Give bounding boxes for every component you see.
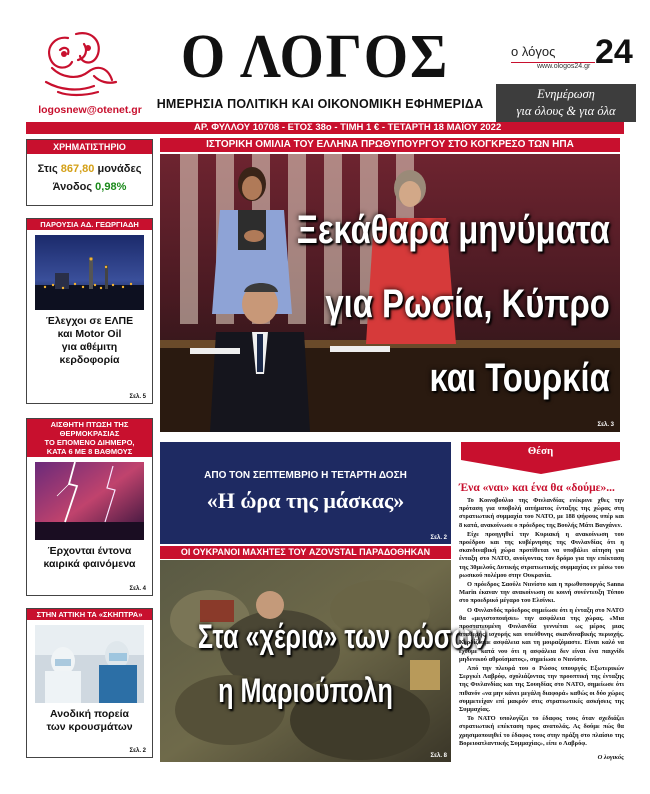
header-line: ΤΟ ΕΠΟΜΕΝΟ ΔΙΗΜΕΡΟ, <box>44 438 135 447</box>
lead-story-photo[interactable] <box>160 154 620 432</box>
header-line: ΑΙΣΘΗΤΗ ΠΤΩΣΗ ΤΗΣ ΘΕΡΜΟΚΡΑΣΙΑΣ <box>50 420 129 438</box>
page-reference: Σελ. 3 <box>597 422 614 428</box>
thesi-tab: Θέση <box>461 442 620 460</box>
mask-headline: «Η ώρα της μάσκας» <box>206 488 405 513</box>
website-brand <box>497 33 633 78</box>
refinery-night-image <box>35 235 144 310</box>
brand-url: www.ologos24.gr <box>537 63 591 70</box>
market-prefix: Στις <box>37 163 58 175</box>
lightning-storm-image <box>35 462 144 540</box>
story-box-weather[interactable] <box>26 418 153 596</box>
article-paragraph: Ο Φινλανδός πρόεδρος σημείωσε ότι η ένταξη στο ΝΑΤΟ θα «μεγιστοποιήσει» την ασφάλεια της χώρας. «Μια προστατευμένη Φινλανδία γεννιέται ως μέρος μιας σταθερής, ισχυρής και υπεύθυνης σκανδιναβικής περιοχής. Κερδίζουμε ασφάλεια και τη μοιραζόμαστε. Είναι καλό να έχουμε κατά νου ότι η ασφάλεια δεν είναι ένα παιχνίδι μηδενικού αθροίσματος», σημείωσε ο Νιινίστο. <box>459 606 624 663</box>
lead-headline-line-1: Ξεκάθαρα μηνύματα <box>296 208 610 252</box>
header-line: ΚΑΤΑ 6 ΜΕ 8 ΒΑΘΜΟΥΣ <box>46 447 133 456</box>
market-box <box>26 139 153 206</box>
slogan-line-2: για όλους & για όλα <box>516 104 616 118</box>
page-reference: Σελ. 2 <box>430 535 447 541</box>
azov-headline-line-1: Στα «χέρια» των ρώσων <box>197 618 487 656</box>
story-box-covid[interactable] <box>26 608 153 758</box>
story-box-elpe[interactable] <box>26 218 153 404</box>
slogan-line-1: Ενημέρωση <box>537 87 595 101</box>
article-paragraph: Το Κοινοβούλιο της Φινλανδίας ενέκρινε χθες την πρόταση για υποβολή αιτήματος ένταξης της χώρας στη στρατιωτική συμμαχία του ΝΑΤΟ, με 188 ψήφους υπέρ και 8 κατά, ανακοίνωσε ο πρόεδρος της Βουλής Μάτι Βανχάνεν. <box>459 497 624 529</box>
lead-headline-line-2: για Ρωσία, Κύπρο <box>325 282 610 326</box>
brand-number: 24 <box>595 33 633 71</box>
story-header: ΣΤΗΝ ΑΤΤΙΚΗ ΤΑ «ΣΚΗΠΤΡΑ» <box>27 609 152 620</box>
story-caption <box>27 310 152 367</box>
thesi-headline: Ένα «ναι» και ένα θα «δούμε»... <box>459 482 615 494</box>
page-reference: Σελ. 8 <box>430 753 447 759</box>
market-points <box>27 160 152 178</box>
lead-kicker: ΙΣΤΟΡΙΚΗ ΟΜΙΛΙΑ ΤΟΥ ΕΛΛΗΝΑ ΠΡΩΘΥΠΟΥΡΓΟΥ ΣΤΟ ΚΟΓΚΡΕΣΟ ΤΩΝ ΗΠΑ <box>160 138 620 152</box>
azov-headline-line-2: η Μαριούπολη <box>218 672 393 710</box>
caption-line: των κρουσμάτων <box>46 721 133 733</box>
caption-line: και Motor Oil <box>57 328 122 340</box>
page-reference: Σελ. 5 <box>129 394 146 400</box>
story-caption <box>27 540 152 571</box>
story-header: ΠΑΡΟΥΣΙΑ ΑΔ. ΓΕΩΡΓΙΑΔΗ <box>27 219 152 230</box>
market-change-label: Άνοδος <box>52 181 93 193</box>
market-value: 867,80 <box>60 163 95 175</box>
caption-line: Έλεγχοι σε ΕΛΠΕ <box>45 315 134 327</box>
page-reference: Σελ. 4 <box>129 586 146 592</box>
story-caption <box>27 703 152 734</box>
issue-info-bar: ΑΡ. ΦΥΛΛΟΥ 10708 - ΕΤΟΣ 38ο - ΤΙΜΗ 1 € - ΤΕΤΑΡΤΗ 18 ΜΑΪΟΥ 2022 <box>26 122 624 134</box>
caption-line: Ανοδική πορεία <box>50 708 129 720</box>
caption-line: Έρχονται έντονα <box>47 545 132 557</box>
caption-line: καιρικά φαινόμενα <box>43 558 136 570</box>
article-paragraph: Ο πρόεδρος Σαούλι Νιινίστο και η πρωθυπουργός Sanna Marin έκαναν την ανακοίνωση σε κοινή συνέντευξη Τύπου στο προεδρικό μέγαρο του Ελσίνκι. <box>459 581 624 605</box>
newspaper-title: Ο ΛΟΓΟΣ <box>180 23 450 91</box>
contact-email: logosnew@otenet.gr <box>38 104 142 116</box>
slogan-box <box>496 84 636 122</box>
article-paragraph: Από την πλευρά του ο Ρώσος υπουργός Εξωτερικών Σεργκέι Λαβρόφ, σχολιάζοντας την προοπτική της ένταξης της Φινλανδίας και της Σουηδίας στο ΝΑΤΟ, σημείωσε ότι πιθανόν «να μην κάνει μεγάλη διαφορά» καθώς οι δύο χώρες συμμετείχαν επί μακρόν στις στρατιωτικές ασκήσεις της Συμμαχίας. <box>459 665 624 714</box>
mask-story-box[interactable] <box>160 442 451 544</box>
market-suffix: μονάδες <box>97 163 142 175</box>
article-signature: Ο λογικός <box>597 754 624 762</box>
lead-headline-line-3: και Τουρκία <box>429 356 610 400</box>
article-paragraph: Το ΝΑΤΟ υπολογίζει το έδαφος τους όταν σχεδιάζει στρατιωτική επέκταση προς ανατολάς. Ας δούμε πώς θα χρησιμοποιηθεί το έδαφος τους στην πράξη στο πλαίσιο της Βορειοατλαντικής Συμμαχίας», είπε ο Λαβρόφ. <box>459 715 624 747</box>
page-reference: Σελ. 2 <box>129 748 146 754</box>
market-change <box>27 178 152 196</box>
azov-kicker: ΟΙ ΟΥΚΡΑΝΟΙ ΜΑΧΗΤΕΣ ΤΟΥ AZOVSTAL ΠΑΡΑΔΟΘΗΚΑΝ <box>160 546 451 559</box>
article-paragraph: Είχε προηγηθεί την Κυριακή η ανακοίνωση του προέδρου και της κυβέρνησης της Φινλανδίας ότι η σκανδιναβική χώρα προτίθεται να υποβάλει αίτηση για ένταξη στο ΝΑΤΟ, ανοίγοντας τον δρόμο για την επέκταση της 30μελούς Δυτικής στρατιωτικής συμμαχίας εν μέσω του ρωσικού πολέμου στην Ουκρανία. <box>459 530 624 579</box>
newspaper-subtitle: ΗΜΕΡΗΣΙΑ ΠΟΛΙΤΙΚΗ ΚΑΙ ΟΙΚΟΝΟΜΙΚΗ ΕΦΗΜΕΡΙΔΑ <box>156 97 484 111</box>
health-workers-image <box>35 625 144 703</box>
market-change-value: 0,98% <box>95 181 127 193</box>
brand-name: ο λόγος <box>511 44 556 59</box>
logo-art-icon <box>38 28 122 98</box>
thesi-article <box>459 482 624 761</box>
story-header <box>27 419 152 457</box>
thesi-tab-arrow <box>461 460 620 474</box>
mask-kicker: ΑΠΟ ΤΟΝ ΣΕΠΤΕΜΒΡΙΟ Η ΤΕΤΑΡΤΗ ΔΟΣΗ <box>204 470 407 481</box>
caption-line: για αθέμιτη <box>61 341 118 353</box>
market-header: ΧΡΗΜΑΤΙΣΤΗΡΙΟ <box>27 140 152 154</box>
azovstal-photo[interactable] <box>160 560 487 762</box>
caption-line: κερδοφορία <box>59 354 120 366</box>
